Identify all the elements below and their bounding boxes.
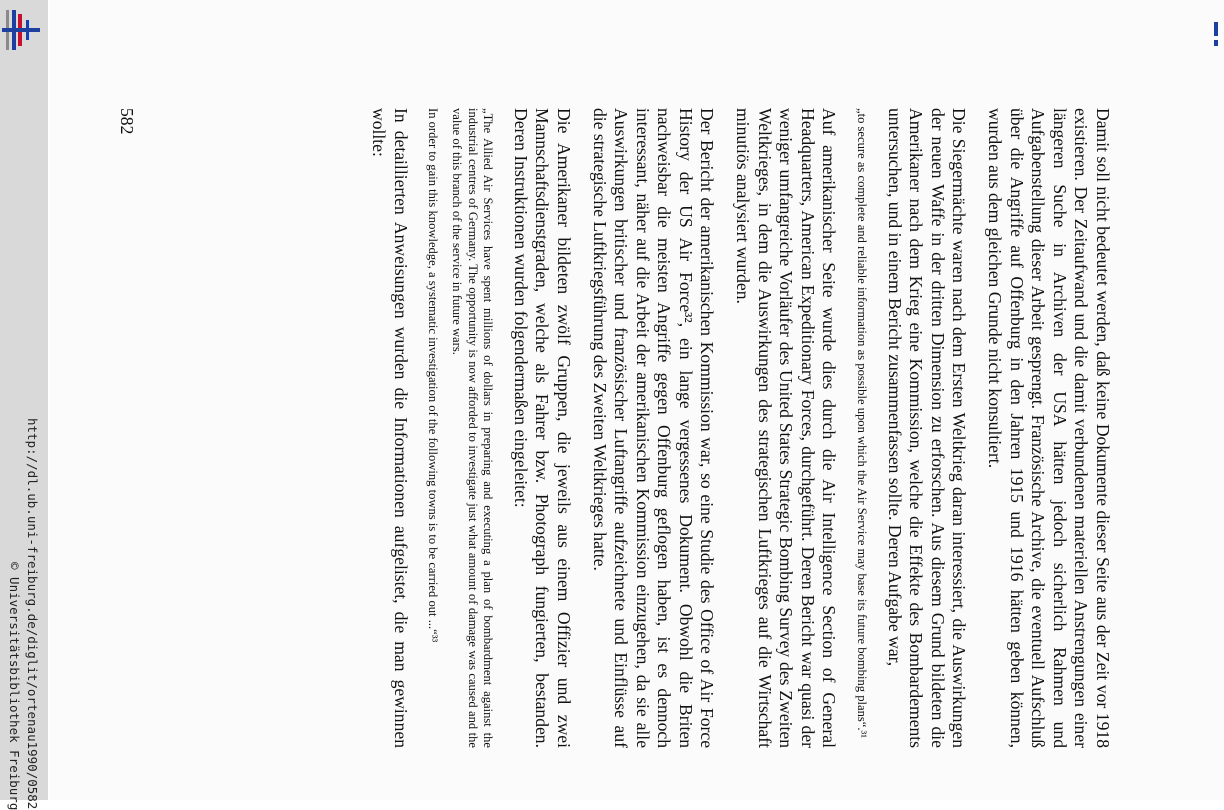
quote-text: „The Allied Air Services have spent millions of dollars in preparing and executing a plan of bombardment against the industrial centres of Germany. The opportunity is now afforded to investigate just what amount of damage was caused and the value of this branch of the service in future wars.: [449, 108, 496, 748]
body-paragraph: In detaillierten Anweisungen wurden die Informationen aufgelistet, die man gewinnen wollte:: [369, 108, 411, 748]
body-paragraph: Auf amerikanischer Seite wurde dies durch die Air Intelligence Section of General Headquarters, American Expeditionary Forces, durchgeführt. Deren Bericht war quasi der weniger umfangreiche Vorläufer des United States Strategic Bombing Survey des Zweiten Weltkrieges, in dem die Auswirkungen des strategischen Luftkrieges auf die Wirtschaft minutiös analysiert wurden.: [733, 108, 840, 748]
library-logo-icon[interactable]: [2, 10, 40, 50]
block-quote: [425, 108, 495, 748]
page-marker-icon: [1214, 22, 1218, 36]
block-quote: [853, 108, 869, 748]
rotated-document-text: [113, 108, 1113, 748]
body-paragraph: Die Siegermächte waren nach dem Ersten Weltkrieg daran interessiert, die Auswirkungen der neuen Waffe in der dritten Dimension zu erforschen. Aus diesem Grund bildeten die Amerikaner nach dem Krieg eine Kommission, welche die Effekte des Bombardements untersuchen, und in einem Bericht zusammenfassen sollte. Deren Aufgabe war,: [884, 108, 970, 748]
quote-text: In order to gain this knowledge, a systematic investigation of the following towns is to be carried out ...“³³: [426, 108, 441, 643]
page-number: 582: [117, 108, 137, 135]
source-url[interactable]: http://dl.ub.uni-freiburg.de/diglit/ortenau1990/0582: [25, 418, 40, 810]
quote-text: „to secure as complete and reliable information as possible upon which the Air Service may base its future bombing plans“.³¹: [855, 108, 870, 739]
body-paragraph: Der Bericht der amerikanischen Kommission war, so eine Studie des Office of Air Force History der US Air Force³², ein lange vergessenes Dokument. Obwohl die Briten nachweisbar die meisten Angriffe gegen Offenburg geflogen haben, ist es dennoch interessant, näher auf die Arbeit der amerikanischen Kommission einzugehen, da sie alle Auswirkungen britischer und französischer Luftangriffe aufzeichnete und Einflüsse auf die strategische Luftkriegsführung des Zweiten Weltkrieges hatte.: [589, 108, 718, 748]
page-marker-icon: [1214, 40, 1218, 46]
body-paragraph: Die Amerikaner bildeten zwölf Gruppen, die jeweils aus einem Offizier und zwei Mannschaftsdienstgraden, welche als Fahrer bzw. Photograph fungierten, bestanden. Deren Instruktionen wurden folgendermaßen eingeleitet:: [510, 108, 574, 748]
body-paragraph: Damit soll nicht bedeutet werden, daß keine Dokumente dieser Seite aus der Zeit vor 1918 existieren. Der Zeitaufwand und die damit verbundenen materiellen Anstrengungen einer längeren Suche in Archiven der USA hätten jedoch sicherlich Rahmen und Aufgabenstellung dieser Arbeit gesprengt. Französische Archive, die eventuell Aufschluß über die Angriffe auf Offenburg in den Jahren 1915 und 1916 hätten geben können, wurden aus dem gleichen Grunde nicht konsultiert.: [985, 108, 1113, 748]
viewer-sidebar: [0, 0, 48, 810]
copyright-notice: © Universitätsbibliothek Freiburg: [7, 562, 22, 810]
